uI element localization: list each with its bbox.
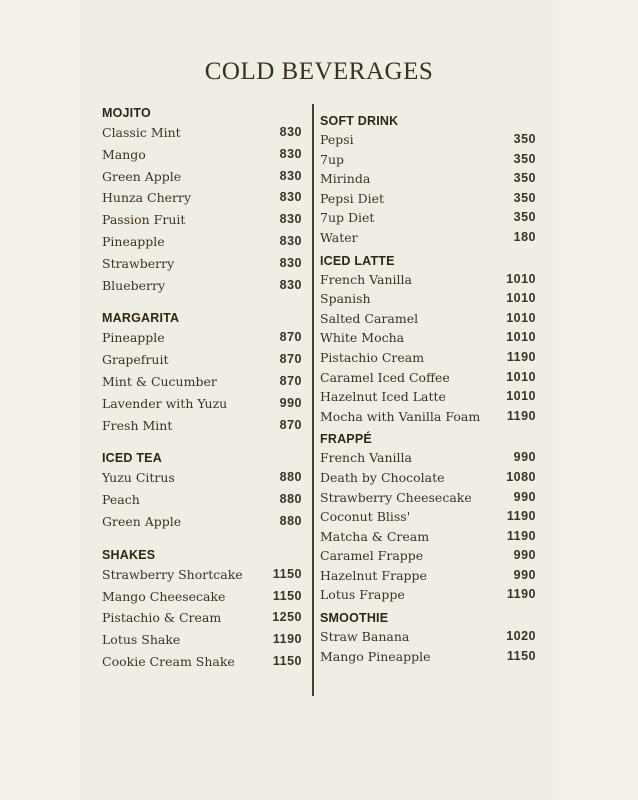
section-shakes [102, 546, 302, 673]
item-name: White Mocha [320, 330, 405, 346]
menu-item [102, 327, 302, 349]
item-name: Caramel Iced Coffee [320, 369, 450, 385]
menu-item [320, 309, 536, 329]
menu-item [320, 328, 536, 348]
item-price: 350 [513, 132, 536, 146]
menu-item [320, 387, 536, 407]
item-price: 350 [513, 151, 536, 166]
menu-item [102, 607, 302, 629]
menu-item [320, 627, 536, 647]
menu-item [102, 187, 302, 209]
item-price: 1190 [506, 587, 536, 602]
item-price: 870 [279, 330, 302, 345]
page-title: COLD BEVERAGES [204, 58, 434, 85]
menu-item [320, 189, 536, 209]
menu-item [320, 368, 536, 388]
section-title: MARGARITA [102, 311, 180, 326]
section-title: FRAPPÉ [320, 432, 372, 447]
item-name: Hunza Cherry [102, 190, 192, 206]
menu-item [102, 209, 302, 231]
section-iced-tea [102, 449, 302, 532]
item-price: 1150 [272, 588, 302, 603]
menu-item [102, 586, 302, 608]
item-price: 830 [279, 277, 302, 292]
item-price: 1010 [506, 310, 536, 325]
left-column [102, 104, 302, 673]
menu-item [102, 415, 302, 437]
item-price: 1010 [506, 291, 536, 306]
section-title: SMOOTHIE [320, 611, 389, 626]
item-price: 180 [513, 229, 536, 244]
menu-item [102, 275, 302, 297]
item-name: Lavender with Yuzu [102, 395, 228, 411]
section-margarita [102, 309, 302, 436]
column-divider [312, 104, 314, 696]
section-smoothie [320, 609, 536, 666]
menu-item [320, 150, 536, 170]
item-price: 350 [513, 210, 536, 225]
item-name: French Vanilla [320, 450, 412, 466]
item-name: Fresh Mint [102, 417, 173, 433]
item-name: Pistachio Cream [320, 349, 425, 365]
item-price: 880 [279, 492, 302, 507]
item-price: 350 [513, 171, 536, 186]
section-title: SOFT DRINK [320, 114, 399, 128]
section-mojito [102, 104, 302, 296]
item-price: 1010 [506, 389, 536, 404]
menu-item [102, 564, 302, 586]
item-price: 830 [279, 146, 302, 161]
item-price: 1190 [506, 509, 536, 524]
item-name: Mirinda [320, 171, 371, 187]
item-price: 870 [279, 417, 302, 432]
menu-item [320, 507, 536, 527]
section-title: SHAKES [102, 547, 156, 562]
menu-item [102, 166, 302, 188]
item-price: 1010 [506, 271, 536, 286]
item-price: 1190 [272, 632, 302, 647]
menu-item [320, 468, 536, 488]
item-price: 990 [513, 567, 536, 582]
item-name: Mocha with Vanilla Foam [320, 408, 481, 424]
menu-item [320, 169, 536, 189]
item-price: 1080 [506, 469, 536, 484]
menu-item [320, 647, 536, 667]
menu-item [320, 348, 536, 368]
menu-item [102, 651, 302, 673]
item-name: Lotus Shake [102, 632, 181, 648]
item-price: 1010 [506, 369, 536, 384]
section-iced-latte [320, 252, 536, 427]
section-gap [102, 436, 302, 449]
menu-item [320, 270, 536, 290]
item-name: Caramel Frappe [320, 548, 424, 564]
item-name: Green Apple [102, 513, 182, 529]
section-soft-drink [320, 112, 536, 248]
item-price: 870 [279, 352, 302, 367]
item-name: Peach [102, 492, 140, 508]
item-price: 1190 [506, 349, 536, 364]
menu-item [102, 253, 302, 275]
item-name: Death by Chocolate [320, 469, 445, 485]
section-title: ICED LATTE [320, 253, 395, 268]
item-name: Strawberry Shortcake [102, 566, 243, 582]
item-name: Lotus Frappe [320, 587, 405, 603]
menu-item [320, 130, 536, 150]
menu-item [320, 488, 536, 508]
item-price: 1250 [272, 610, 302, 625]
section-title: MOJITO [102, 106, 151, 120]
right-column [320, 112, 536, 666]
item-price: 1150 [506, 648, 536, 663]
menu-item [320, 289, 536, 309]
item-price: 830 [279, 168, 302, 183]
item-price: 830 [279, 212, 302, 227]
section-gap [102, 533, 302, 546]
item-price: 880 [279, 470, 302, 485]
menu-item [102, 467, 302, 489]
menu-item [102, 393, 302, 415]
item-price: 880 [279, 513, 302, 528]
item-name: Pepsi Diet [320, 190, 385, 206]
item-name: Green Apple [102, 168, 182, 184]
menu-item [320, 228, 536, 248]
menu-item [320, 527, 536, 547]
menu-item [320, 208, 536, 228]
section-frappe [320, 430, 536, 605]
item-name: Classic Mint [102, 125, 181, 140]
item-name: Pineapple [102, 233, 165, 249]
menu-item [102, 349, 302, 371]
item-name: 7up [320, 151, 345, 167]
section-title: ICED TEA [102, 451, 162, 466]
item-price: 1020 [506, 629, 536, 644]
item-name: Blueberry [102, 277, 166, 293]
item-name: Mango Cheesecake [102, 588, 226, 604]
item-name: Mango Pineapple [320, 648, 431, 664]
item-name: Cookie Cream Shake [102, 653, 235, 669]
item-name: Mint & Cucumber [102, 373, 217, 389]
menu-item [102, 629, 302, 651]
item-name: Yuzu Citrus [102, 470, 175, 486]
item-price: 990 [513, 450, 536, 465]
item-name: Salted Caramel [320, 310, 419, 326]
item-name: Coconut Bliss' [320, 509, 411, 525]
item-price: 1010 [506, 330, 536, 345]
menu-item [102, 371, 302, 393]
item-name: Pepsi [320, 132, 354, 147]
item-name: Spanish [320, 291, 371, 307]
menu-item [102, 489, 302, 511]
item-name: Strawberry Cheesecake [320, 489, 472, 505]
item-name: Pineapple [102, 330, 165, 346]
item-name: Passion Fruit [102, 212, 186, 228]
menu-item [102, 231, 302, 253]
item-name: Grapefruit [102, 352, 169, 368]
item-price: 830 [279, 255, 302, 270]
item-price: 1150 [272, 653, 302, 668]
item-price: 1190 [506, 408, 536, 423]
menu-item [102, 122, 302, 144]
item-price: 870 [279, 373, 302, 388]
item-name: Straw Banana [320, 629, 410, 645]
item-price: 830 [279, 233, 302, 248]
item-price: 1190 [506, 528, 536, 543]
item-name: Hazelnut Frappe [320, 567, 427, 583]
item-name: Mango [102, 146, 146, 162]
item-name: Matcha & Cream [320, 528, 430, 544]
item-name: Pistachio & Cream [102, 610, 222, 626]
item-name: French Vanilla [320, 271, 412, 287]
item-price: 1150 [272, 566, 302, 581]
menu-item [320, 566, 536, 586]
item-name: Strawberry [102, 255, 175, 271]
item-price: 830 [279, 190, 302, 205]
item-name: 7up Diet [320, 210, 375, 226]
item-name: Water [320, 229, 358, 245]
item-price: 830 [279, 125, 302, 139]
item-price: 350 [513, 190, 536, 205]
menu-item [320, 407, 536, 427]
menu-item [320, 546, 536, 566]
menu-item [320, 448, 536, 468]
menu-item [320, 585, 536, 605]
item-name: Hazelnut Iced Latte [320, 389, 446, 405]
item-price: 990 [513, 489, 536, 504]
section-gap [102, 296, 302, 309]
item-price: 990 [279, 395, 302, 410]
menu-item [102, 144, 302, 166]
item-price: 990 [513, 548, 536, 563]
menu-item [102, 511, 302, 533]
